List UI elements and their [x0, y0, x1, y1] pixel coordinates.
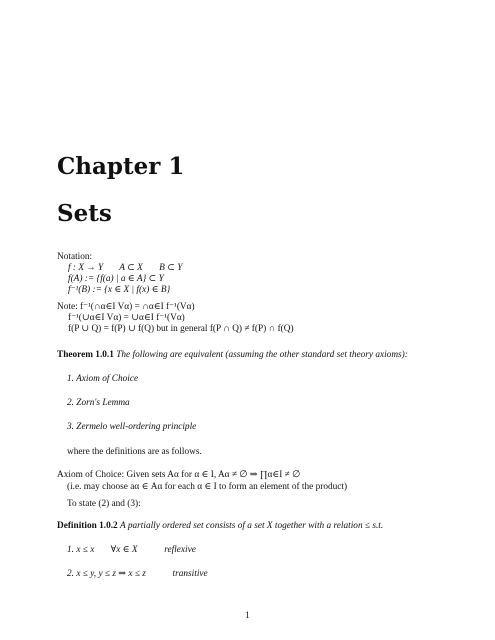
theorem-statement: The following are equivalent (assuming the other standard set theory axioms): [116, 350, 408, 360]
definition [57, 521, 383, 532]
theorem [57, 350, 408, 361]
notation-block [57, 252, 182, 296]
theorem-item-2: 2. Zorn's Lemma [67, 398, 130, 408]
chapter-title: Sets [57, 200, 112, 227]
definition-item-1 [67, 545, 196, 556]
note-line-3: f(P ∪ Q) = f(P) ∪ f(Q) but in general f(P ∩ Q) ≠ f(P) ∩ f(Q) [68, 324, 294, 334]
definition-item-2-name: transitive [172, 569, 208, 579]
axiom-line-2: (i.e. may choose aα ∈ Aα for each α ∈ I to form an element of the product) [67, 482, 348, 492]
definition-item-1-formula: x ≤ x ∀x ∈ X [76, 545, 138, 555]
notation-line-2: f(A) := {f(a) | a ∈ A} ⊂ Y [68, 274, 164, 284]
definition-statement: A partially ordered set consists of a set X together with a relation ≤ s.t. [120, 521, 384, 531]
theorem-item-3: 3. Zermelo well-ordering principle [67, 422, 197, 432]
note-line-1: Note: f⁻¹(∩α∈I Vα) = ∩α∈I f⁻¹(Vα) [57, 302, 195, 312]
chapter-label: Chapter 1 [57, 153, 185, 180]
theorem-item-1: 1. Axiom of Choice [67, 374, 139, 384]
definition-item-2 [67, 569, 208, 580]
note-line-2: f⁻¹(∪α∈I Vα) = ∪α∈I f⁻¹(Vα) [68, 313, 185, 323]
axiom-line-1: Axiom of Choice: Given sets Aα for α ∈ I, Aα ≠ ∅ ⇒ ∏α∈I ≠ ∅ [57, 470, 301, 480]
definition-item-1-num: 1. [67, 545, 74, 555]
definition-item-2-formula: x ≤ y, y ≤ z ⇒ x ≤ z [76, 569, 146, 579]
notation-line-1: f : X → Y A ⊂ X B ⊂ Y [68, 263, 183, 273]
theorem-label: Theorem 1.0.1 [57, 350, 114, 360]
definition-label: Definition 1.0.2 [57, 521, 118, 531]
notation-heading: Notation: [57, 252, 93, 262]
axiom-line-3: To state (2) and (3): [67, 499, 141, 509]
notation-line-3: f⁻¹(B) := {x ∈ X | f(x) ∈ B} [68, 285, 171, 295]
note-block [57, 302, 294, 335]
theorem-after: where the definitions are as follows. [67, 447, 202, 457]
definition-item-2-num: 2. [67, 569, 74, 579]
definition-item-1-name: reflexive [164, 545, 196, 555]
page-number: 1 [245, 611, 250, 621]
